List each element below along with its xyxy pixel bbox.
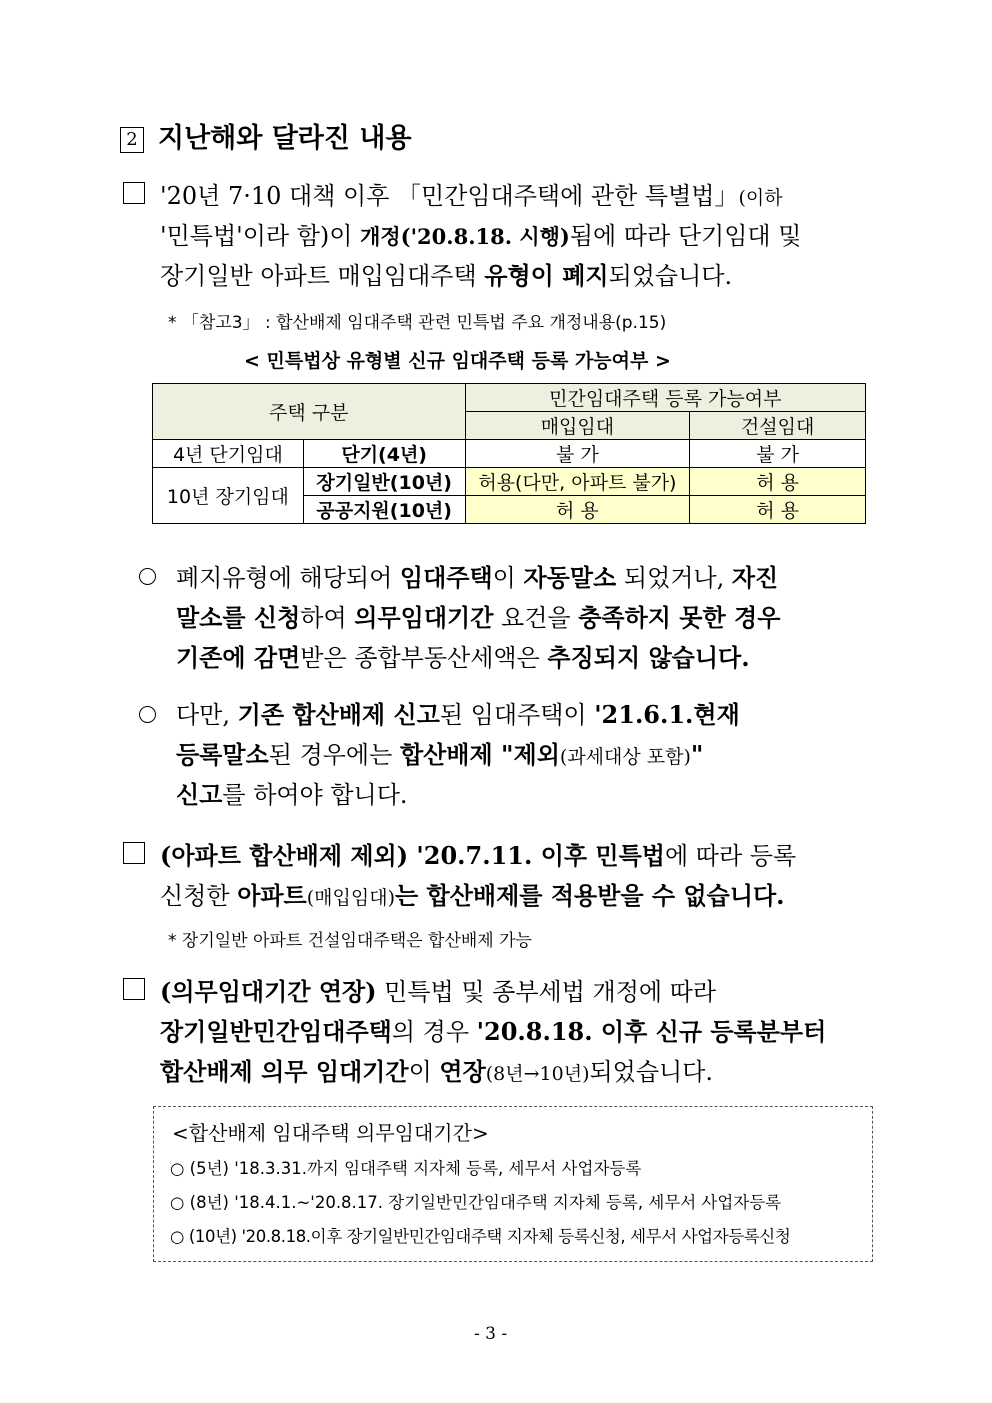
item2-line1: (아파트 합산배제 제외) '20.7.11. 이후 민특법에 따라 등록 — [160, 841, 797, 870]
checkbox-square-icon — [123, 842, 145, 864]
bullet1-line3: 기존에 감면받은 종합부동산세액은 추징되지 않습니다. — [176, 643, 750, 672]
table-row: 10년 장기임대 장기일반(10년) 허용(다만, 아파트 불가) 허 용 — [153, 468, 866, 496]
item3-line2: 장기일반민간임대주택의 경우 '20.8.18. 이후 신규 등록분부터 — [160, 1017, 827, 1046]
item1-line3: 장기일반 아파트 매입임대주택 유형이 폐지되었습니다. — [160, 261, 733, 290]
item3-line3: 합산배제 의무 임대기간이 연장(8년→10년)되었습니다. — [160, 1057, 714, 1086]
checkbox-square-icon — [123, 182, 145, 204]
box-item: ○ (8년) '18.4.1.~'20.8.17. 장기일반민간임대주택 지자체 등록, 세무서 사업자등록 — [170, 1193, 782, 1212]
mandatory-period-box — [153, 1106, 873, 1262]
box-item: ○ (5년) '18.3.31.까지 임대주택 지자체 등록, 세무서 사업자등록 — [170, 1159, 642, 1178]
item2-line2: 신청한 아파트(매입임대)는 합산배제를 적용받을 수 없습니다. — [160, 881, 785, 910]
table-caption: < 민특법상 유형별 신규 임대주택 등록 가능여부 > — [244, 350, 671, 372]
box-title: <합산배제 임대주택 의무임대기간> — [172, 1121, 489, 1145]
item1-line2: '민특법'이라 함)이 개정('20.8.18. 시행)됨에 따라 단기임대 및 — [160, 222, 802, 250]
section-title: 지난해와 달라진 내용 — [158, 123, 412, 154]
box-item: ○ (10년) '20.8.18.이후 장기일반민간임대주택 지자체 등록신청, 세무서 사업자등록신청 — [170, 1227, 791, 1246]
item1-line1: '20년 7·10 대책 이후 「민간임대주택에 관한 특별법」(이하 — [160, 182, 783, 210]
bullet-circle-icon — [139, 706, 156, 723]
header-availability: 민간임대주택 등록 가능여부 — [465, 384, 865, 412]
table-row: 공공지원(10년) 허 용 허 용 — [153, 496, 866, 524]
item2-note: * 장기일반 아파트 건설임대주택은 합산배제 가능 — [168, 931, 532, 951]
bullet1-line1: 폐지유형에 해당되어 임대주택이 자동말소 되었거나, 자진 — [176, 563, 779, 592]
item1-note: * 「참고3」 : 합산배제 임대주택 관련 민특법 주요 개정내용(p.15) — [168, 313, 667, 333]
bullet2-line1: 다만, 기존 합산배제 신고된 임대주택이 '21.6.1.현재 — [176, 700, 740, 729]
section-heading — [120, 116, 412, 155]
section-number: 2 — [120, 127, 144, 153]
item3-line1: (의무임대기간 연장) 민특법 및 종부세법 개정에 따라 — [160, 977, 717, 1006]
bullet2-line3: 신고를 하여야 합니다. — [176, 780, 408, 809]
bullet1-line2: 말소를 신청하여 의무임대기간 요건을 충족하지 못한 경우 — [176, 603, 781, 632]
header-construction-rental: 건설임대 — [690, 412, 866, 440]
bullet2-line2: 등록말소된 경우에는 합산배제 "제외(과세대상 포함)" — [176, 740, 704, 769]
table-row: 4년 단기임대 단기(4년) 불 가 불 가 — [153, 440, 866, 468]
page-number: - 3 - — [474, 1324, 508, 1344]
bullet-circle-icon — [139, 568, 156, 585]
header-housing-type: 주택 구분 — [153, 384, 466, 440]
checkbox-square-icon — [123, 978, 145, 1000]
registration-table — [152, 383, 866, 524]
header-purchase-rental: 매입임대 — [465, 412, 690, 440]
